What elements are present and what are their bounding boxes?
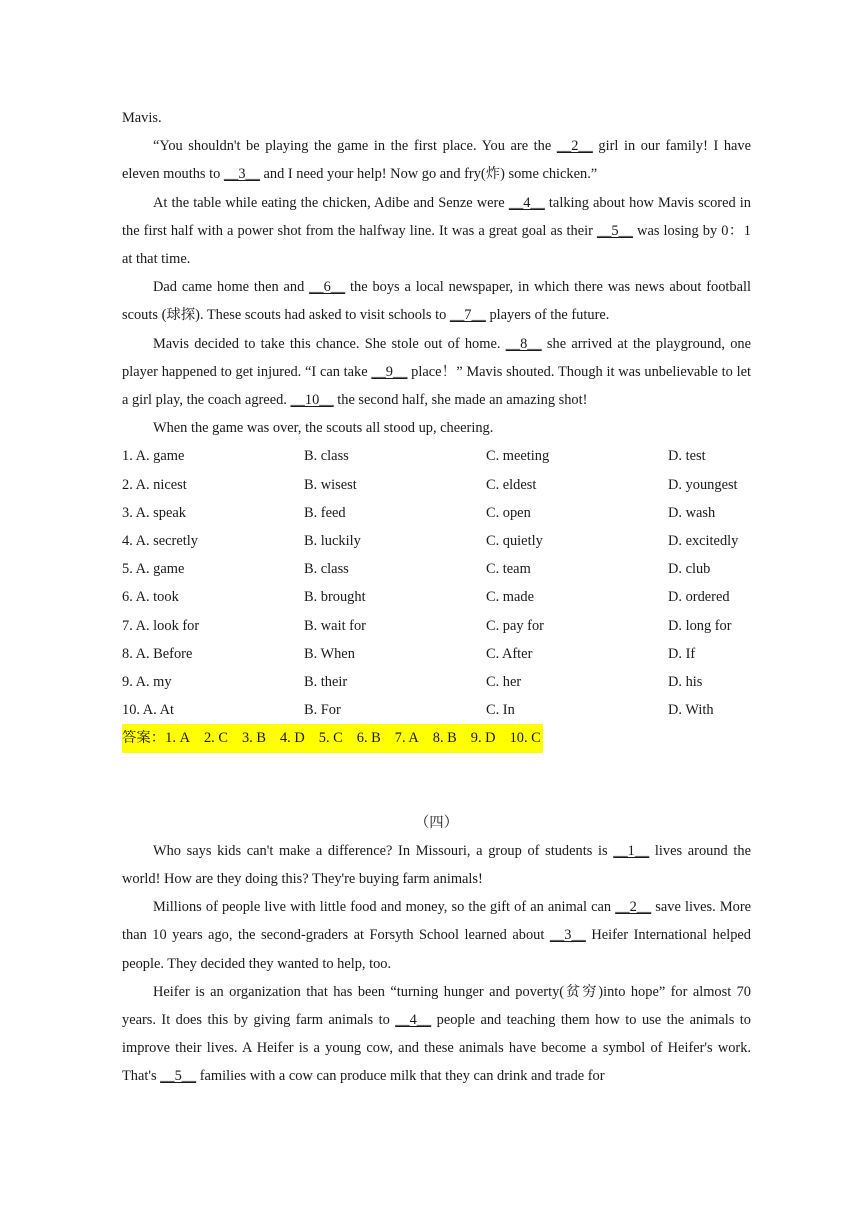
blank-3: __3__ — [223, 166, 260, 183]
blank-7: __7__ — [449, 307, 486, 324]
blank-4: __4__ — [395, 1011, 432, 1028]
passage1-paragraph-4: Mavis decided to take this chance. She stole out of home. __8__ she arrived at the playground, one player happened to get injured. “I can take __9__ place！” Mavis shouted. Though it was unbelievable to let a girl play, the coach agreed. __10__ the second half, she made an amazing shot! — [122, 335, 751, 409]
passage1-paragraph-1: “You shouldn't be playing the game in the first place. You are the __2__ girl in our family! I have eleven mouths to __3__ and I need your help! Now go and fry(炸) some chicken.” — [122, 138, 751, 183]
passage1-paragraph-2: At the table while eating the chicken, Adibe and Senze were __4__ talking about how Mavis scored in the first half with a power shot from the halfway line. It was a great goal as their __5__ was losing by 0：1 at that time. — [122, 194, 751, 268]
options-table — [122, 442, 751, 724]
passage2-paragraph-3: Heifer is an organization that has been “turning hunger and poverty(贫穷)into hope” for almost 70 years. It does this by giving farm animals to __4__ people and teaching them how to use the animals to improve their lives. A Heifer is a young cow, and these animals have become a symbol of Heifer's work. That's __5__ families with a cow can produce milk that they can drink and trade for — [122, 983, 751, 1085]
blank-9: __9__ — [371, 363, 408, 380]
option-row: 6. A. took B. brought C. made D. ordered — [122, 589, 730, 606]
option-row: 5. A. game B. class C. team D. club — [122, 561, 711, 578]
blank-2: __2__ — [556, 138, 593, 155]
passage1-paragraph-5: When the game was over, the scouts all stood up, cheering. — [153, 420, 494, 437]
document-page — [122, 104, 751, 1091]
option-row: 7. A. look for B. wait for C. pay for D. long for — [122, 617, 732, 634]
option-row: 2. A. nicest B. wisest C. eldest D. youngest — [122, 476, 738, 493]
blank-4: __4__ — [508, 194, 545, 211]
option-row: 8. A. Before B. When C. After D. If — [122, 645, 696, 662]
blank-5: __5__ — [160, 1068, 197, 1085]
passage1-fragment: Mavis. — [122, 110, 162, 126]
passage2-paragraph-2: Millions of people live with little food and money, so the gift of an animal can __2__ save lives. More than 10 years ago, the second-graders at Forsyth School learned about __3__ Heifer International helped people. They decided they wanted to help, too. — [122, 899, 752, 972]
blank-8: __8__ — [505, 335, 542, 352]
blank-6: __6__ — [309, 279, 346, 296]
answer-key: 答案：1. A 2. C 3. B 4. D 5. C 6. B 7. A 8. B 9. D 10. C — [122, 724, 543, 752]
passage2-paragraph-1: Who says kids can't make a difference? In Missouri, a group of students is __1__ lives around the world! How are they doing this? They're buying farm animals! — [122, 842, 751, 887]
blank-3: __3__ — [549, 927, 586, 944]
option-row: 10. A. At B. For C. In D. With — [122, 702, 714, 719]
blank-5: __5__ — [596, 222, 633, 239]
section-title: （四） — [414, 814, 459, 831]
option-row: 1. A. game B. class C. meeting D. test — [122, 448, 706, 465]
passage1-paragraph-3: Dad came home then and __6__ the boys a local newspaper, in which there was news about football scouts (球探). These scouts had asked to visit schools to __7__ players of the future. — [122, 279, 751, 324]
blank-1: __1__ — [613, 842, 650, 859]
option-row: 9. A. my B. their C. her D. his — [122, 673, 703, 690]
option-row: 3. A. speak B. feed C. open D. wash — [122, 504, 716, 521]
blank-2: __2__ — [615, 899, 652, 916]
blank-10: __10__ — [290, 392, 334, 409]
option-row: 4. A. secretly B. luckily C. quietly D. excitedly — [122, 533, 739, 549]
